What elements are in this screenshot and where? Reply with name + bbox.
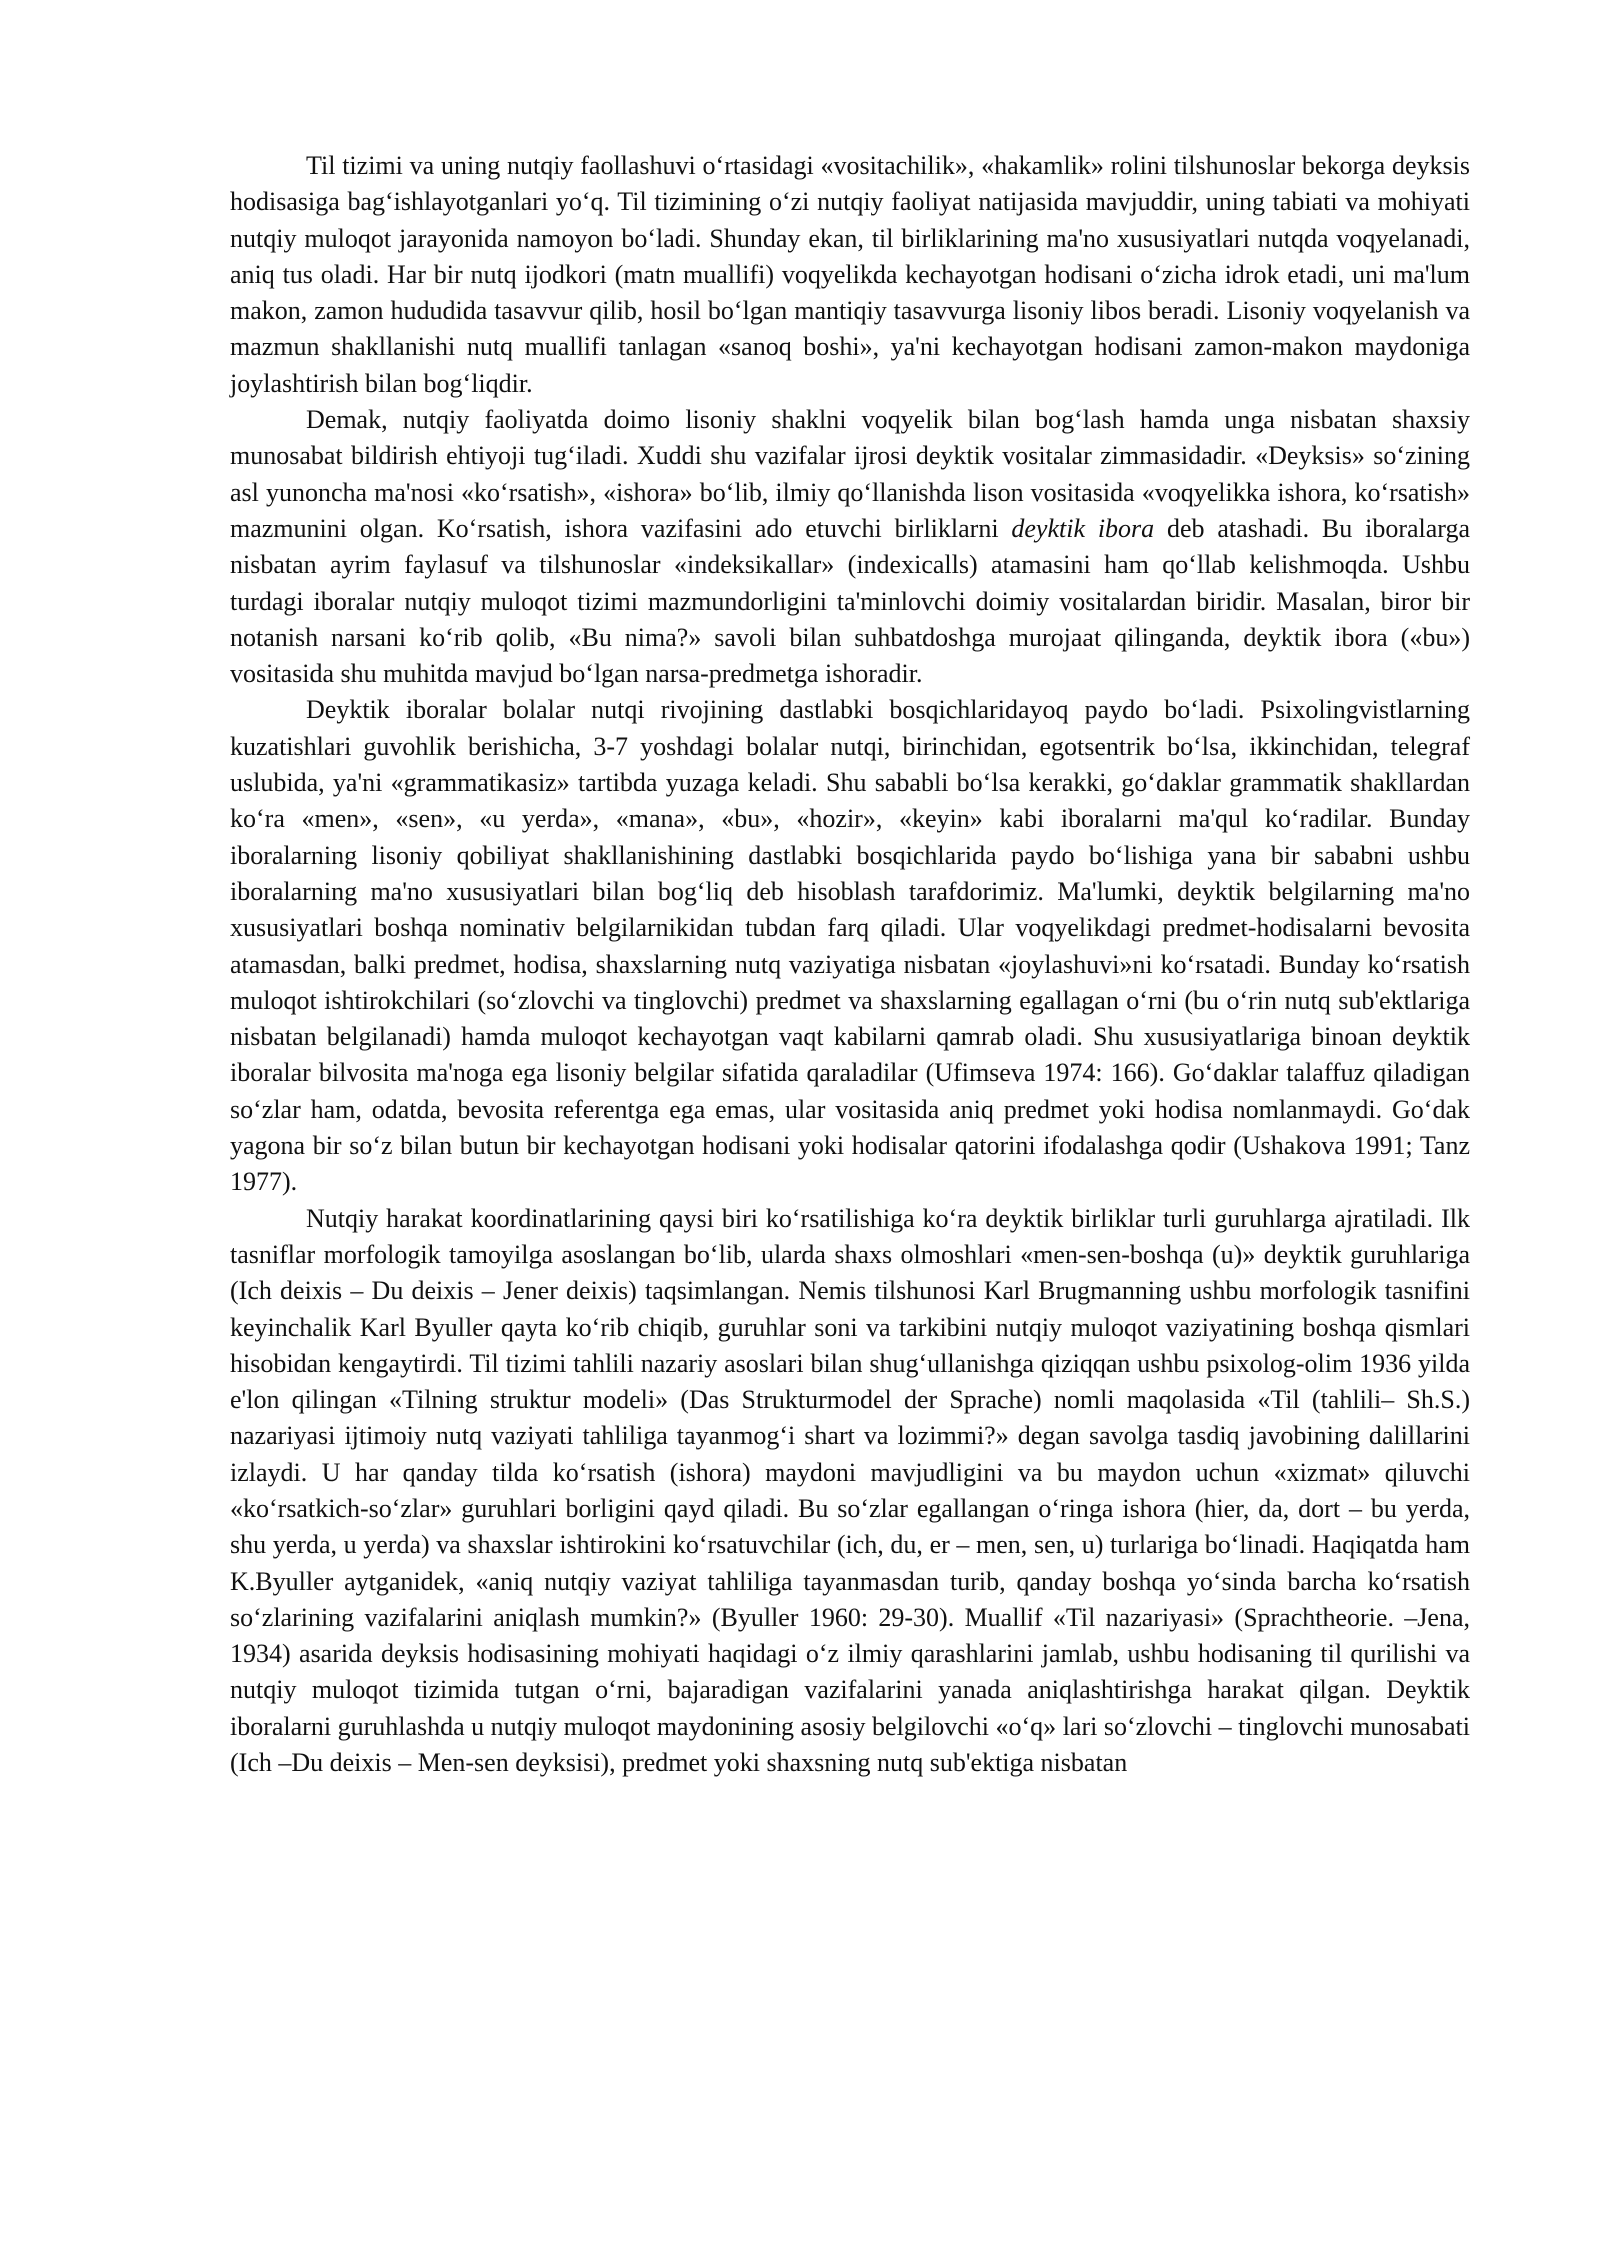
paragraph-1: Til tizimi va uning nutqiy faollashuvi o‘rtasidagi «vositachilik», «hakamlik» rolini tilshunoslar bekorga deyksis hodisasiga bag‘ishlayotganlari yo‘q. Til tizimining o‘zi nutqiy faoliyat natijasida mavjuddir, uning tabiati va mohiyati nutqiy muloqot jarayonida namoyon bo‘ladi. Shunday ekan, til birliklarining ma'no xususiyatlari nutqda voqyelanadi, aniq tus oladi. Har bir nutq ijodkori (matn muallifi) voqyelikda kechayotgan hodisani o‘zicha idrok etadi, uni ma'lum makon, zamon hududida tasavvur qilib, hosil bo‘lgan mantiqiy tasavvurga lisoniy libos beradi. Lisoniy voqyelanish va mazmun shakllanishi nutq muallifi tanlagan «sanoq boshi», ya'ni kechayotgan hodisani zamon-makon maydoniga joylashtirish bilan bog‘liqdir.: [230, 151, 1470, 398]
paragraph-2-text-b: deb atashadi. Bu iboralarga nisbatan ayrim faylasuf va tilshunoslar «indeksikallar» (indexicalls) atamasini ham qo‘llab kelishmoqda. Ushbu turdagi iboralar nutqiy muloqot tizimi mazmundorligini ta'minlovchi doimiy vositalardan biridir. Masalan, biror bir notanish narsani ko‘rib qolib, «Bu nima?» savoli bilan suhbatdoshga murojaat qilinganda, deyktik ibora («bu») vositasida shu muhitda mavjud bo‘lgan narsa-predmetga ishoradir.: [230, 513, 1471, 689]
paragraph-2-text-a: Demak, nutqiy faoliyatda doimo lisoniy shaklni voqyelik bilan bog‘lash hamda unga nisbatan shaxsiy munosabat bildirish ehtiyoji tug‘iladi. Xuddi shu vazifalar ijrosi deyktik vositalar zimmasidadir. «Deyksis» so‘zining asl yunoncha ma'nosi «ko‘rsatish», «ishora» bo‘lib, ilmiy qo‘llanishda lison vositasida «voqyelikka ishora, ko‘rsatish» mazmunini olgan. Ko‘rsatish, ishora vazifasini ado etuvchi birliklarni: [230, 405, 1470, 543]
paragraph-2: [230, 402, 1470, 692]
paragraph-4: Nutqiy harakat koordinatlarining qaysi biri ko‘rsatilishiga ko‘ra deyktik birliklar turli guruhlarga ajratiladi. Ilk tasniflar morfologik tamoyilga asoslangan bo‘lib, ularda shaxs olmoshlari «men-sen-boshqa (u)» deyktik guruhlariga (Ich deixis – Du deixis – Jener deixis) taqsimlangan. Nemis tilshunosi Karl Brugmanning ushbu morfologik tasnifini keyinchalik Karl Byuller qayta ko‘rib chiqib, guruhlar soni va tarkibini nutqiy muloqot vaziyatining boshqa qismlari hisobidan kengaytirdi. Til tizimi tahlili nazariy asoslari bilan shug‘ullanishga qiziqqan ushbu psixolog-olim 1936 yilda e'lon qilingan «Tilning struktur modeli» (Das Strukturmodel der Sprache) nomli maqolasida «Til (tahlili– Sh.S.) nazariyasi ijtimoiy nutq vaziyati tahliliga tayanmog‘i shart va lozimmi?» degan savolga tasdiq javobining dalillarini izlaydi. U har qanday tilda ko‘rsatish (ishora) maydoni mavjudligini va bu maydon uchun «xizmat» qiluvchi «ko‘rsatkich-so‘zlar» guruhlari borligini qayd qiladi. Bu so‘zlar egallangan o‘ringa ishora (hier, da, dort – bu yerda, shu yerda, u yerda) va shaxslar ishtirokini ko‘rsatuvchilar (ich, du, er – men, sen, u) turlariga bo‘linadi. Haqiqatda ham K.Byuller aytganidek, «aniq nutqiy vaziyat tahliliga tayanmasdan turib, qanday boshqa yo‘sinda barcha ko‘rsatish so‘zlarining vazifalarini aniqlash mumkin?» (Byuller 1960: 29-30). Muallif «Til nazariyasi» (Sprachtheorie. –Jena, 1934) asarida deyksis hodisasining mohiyati haqidagi o‘z ilmiy qarashlarini jamlab, ushbu hodisaning til qurilishi va nutqiy muloqot tizimida tutgan o‘rni, bajaradigan vazifalarini yanada aniqlashtirishga harakat qilgan. Deyktik iboralarni guruhlashda u nutqiy muloqot maydonining asosiy belgilovchi «o‘q» lari so‘zlovchi – tinglovchi munosabati (Ich –Du deixis – Men-sen deyksisi), predmet yoki shaxsning nutq sub'ektiga nisbatan: [230, 1203, 1470, 1778]
paragraph-3: Deyktik iboralar bolalar nutqi rivojining dastlabki bosqichlaridayoq paydo bo‘ladi. Psixolingvistlarning kuzatishlari guvohlik berishicha, 3-7 yoshdagi bolalar nutqi, birinchidan, egotsentrik bo‘lsa, ikkinchidan, telegraf uslubida, ya'ni «grammatikasiz» tartibda yuzaga keladi. Shu sababli bo‘lsa kerakki, go‘daklar grammatik shakllardan ko‘ra «men», «sen», «u yerda», «mana», «bu», «hozir», «keyin» kabi iboralarni ma'qul ko‘radilar. Bunday iboralarning lisoniy qobiliyat shakllanishining dastlabki bosqichlarida paydo bo‘lishiga yana bir sababni ushbu iboralarning ma'no xususiyatlari bilan bog‘liq deb hisoblash tarafdorimiz. Ma'lumki, deyktik belgilarning ma'no xususiyatlari boshqa nominativ belgilarnikidan tubdan farq qiladi. Ular voqyelikdagi predmet-hodisalarni bevosita atamasdan, balki predmet, hodisa, shaxslarning nutq vaziyatiga nisbatan «joylashuvi»ni ko‘rsatadi. Bunday ko‘rsatish muloqot ishtirokchilari (so‘zlovchi va tinglovchi) predmet va shaxslarning egallagan o‘rni (bu o‘rin nutq sub'ektlariga nisbatan belgilanadi) hamda muloqot kechayotgan vaqt kabilarni qamrab oladi. Shu xususiyatlariga binoan deyktik iboralar bilvosita ma'noga ega lisoniy belgilar sifatida qaraladilar (Ufimseva 1974: 166). Go‘daklar talaffuz qiladigan so‘zlar ham, odatda, bevosita referentga ega emas, ular vositasida aniq predmet yoki hodisa nomlanmaydi. Go‘dak yagona bir so‘z bilan butun bir kechayotgan hodisani yoki hodisalar qatorini ifodalashga qodir (Ushakova 1991; Tanz 1977).: [230, 695, 1470, 1197]
document-page: [230, 148, 1470, 1781]
paragraph-2-italic-term: deyktik ibora: [1011, 513, 1155, 543]
